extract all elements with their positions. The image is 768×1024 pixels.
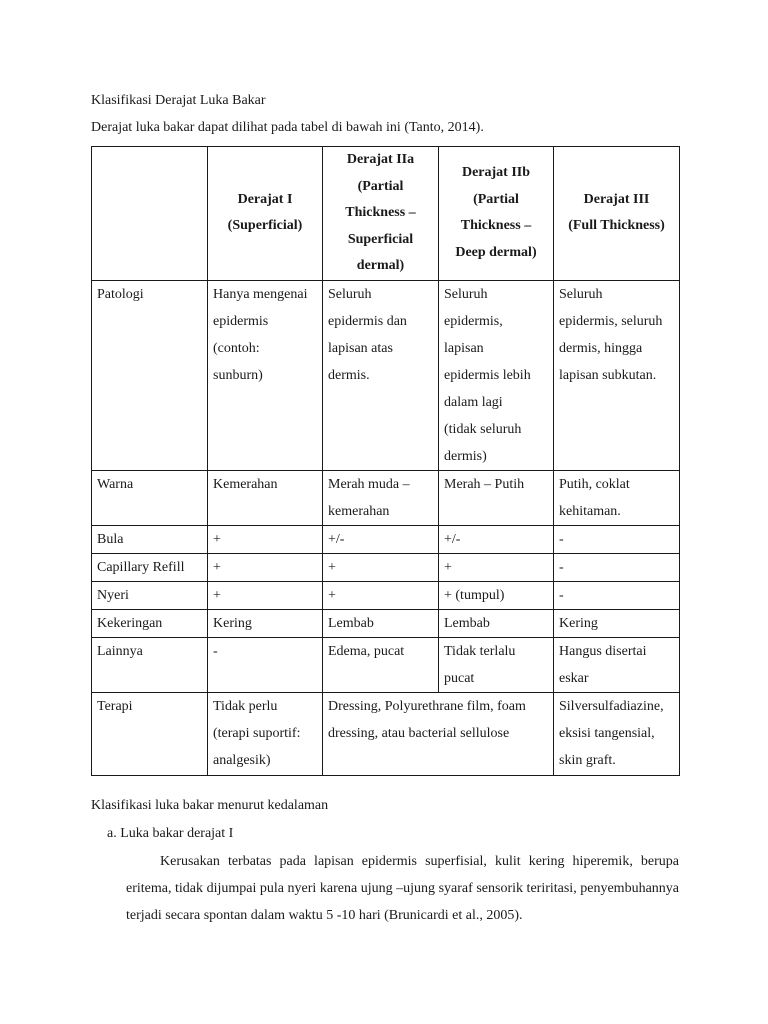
table-header-row (92, 147, 680, 281)
table-row (92, 280, 680, 470)
table-cell: Lembab (439, 609, 554, 637)
row-label-kekeringan: Kekeringan (92, 609, 208, 637)
row-label-capillary-refill: Capillary Refill (92, 553, 208, 581)
table-row (92, 553, 680, 581)
table-row (92, 470, 680, 525)
table-row (92, 609, 680, 637)
table-cell: + (323, 553, 439, 581)
header-derajat-1: Derajat I (Superficial) (208, 147, 323, 281)
row-label-bula: Bula (92, 525, 208, 553)
list-item-a: a. Luka bakar derajat I (107, 826, 234, 841)
table-cell: + (208, 525, 323, 553)
table-cell: +/- (439, 525, 554, 553)
table-cell: Tidak terlalu pucat (439, 637, 554, 692)
row-label-warna: Warna (92, 470, 208, 525)
burn-degree-table (91, 146, 680, 776)
table-cell: Seluruh epidermis, lapisan epidermis lebih dalam lagi (tidak seluruh dermis) (439, 280, 554, 470)
table-cell-merged: Dressing, Polyurethrane film, foam dressing, atau bacterial sellulose (323, 692, 554, 775)
table-row (92, 637, 680, 692)
table-cell: +/- (323, 525, 439, 553)
table-cell: Kering (208, 609, 323, 637)
table-cell: Hanya mengenai epidermis (contoh: sunburn) (208, 280, 323, 470)
table-cell: - (554, 525, 680, 553)
table-cell: Putih, coklat kehitaman. (554, 470, 680, 525)
header-derajat-2b: Derajat IIb (Partial Thickness – Deep dermal) (439, 147, 554, 281)
table-cell: + (439, 553, 554, 581)
table-cell: Merah – Putih (439, 470, 554, 525)
table-cell: Kemerahan (208, 470, 323, 525)
table-row (92, 581, 680, 609)
table-cell: + (tumpul) (439, 581, 554, 609)
table-cell: - (554, 581, 680, 609)
header-cell-empty (92, 147, 208, 281)
table-cell: Seluruh epidermis dan lapisan atas dermis. (323, 280, 439, 470)
table-cell: - (554, 553, 680, 581)
row-label-lainnya: Lainnya (92, 637, 208, 692)
table-cell: Tidak perlu (terapi suportif: analgesik) (208, 692, 323, 775)
table-cell: + (208, 553, 323, 581)
table-cell: - (208, 637, 323, 692)
table-cell: Kering (554, 609, 680, 637)
table-cell: + (208, 581, 323, 609)
intro-paragraph: Derajat luka bakar dapat dilihat pada tabel di bawah ini (Tanto, 2014). (91, 120, 484, 135)
table-row (92, 525, 680, 553)
table-cell: Edema, pucat (323, 637, 439, 692)
table-cell: Hangus disertai eskar (554, 637, 680, 692)
item-a-body (126, 848, 679, 929)
row-label-nyeri: Nyeri (92, 581, 208, 609)
header-derajat-3: Derajat III (Full Thickness) (554, 147, 680, 281)
row-label-terapi: Terapi (92, 692, 208, 775)
table-cell: Merah muda – kemerahan (323, 470, 439, 525)
table-row (92, 692, 680, 775)
section-heading: Klasifikasi luka bakar menurut kedalaman (91, 798, 329, 813)
table-cell: + (323, 581, 439, 609)
doc-title: Klasifikasi Derajat Luka Bakar (91, 93, 266, 108)
row-label-patologi: Patologi (92, 280, 208, 470)
item-a-paragraph: Kerusakan terbatas pada lapisan epidermis superfisial, kulit kering hiperemik, berupa eritema, tidak dijumpai pula nyeri karena ujung –ujung syaraf sensorik teriritasi, penyembuhannya terjadi secara spontan dalam waktu 5 -10 hari (Brunicardi et al., 2005). (126, 854, 679, 923)
header-derajat-2a: Derajat IIa (Partial Thickness – Superficial dermal) (323, 147, 439, 281)
table-cell: Seluruh epidermis, seluruh dermis, hingga lapisan subkutan. (554, 280, 680, 470)
table-cell: Silversulfadiazine, eksisi tangensial, skin graft. (554, 692, 680, 775)
table-cell: Lembab (323, 609, 439, 637)
